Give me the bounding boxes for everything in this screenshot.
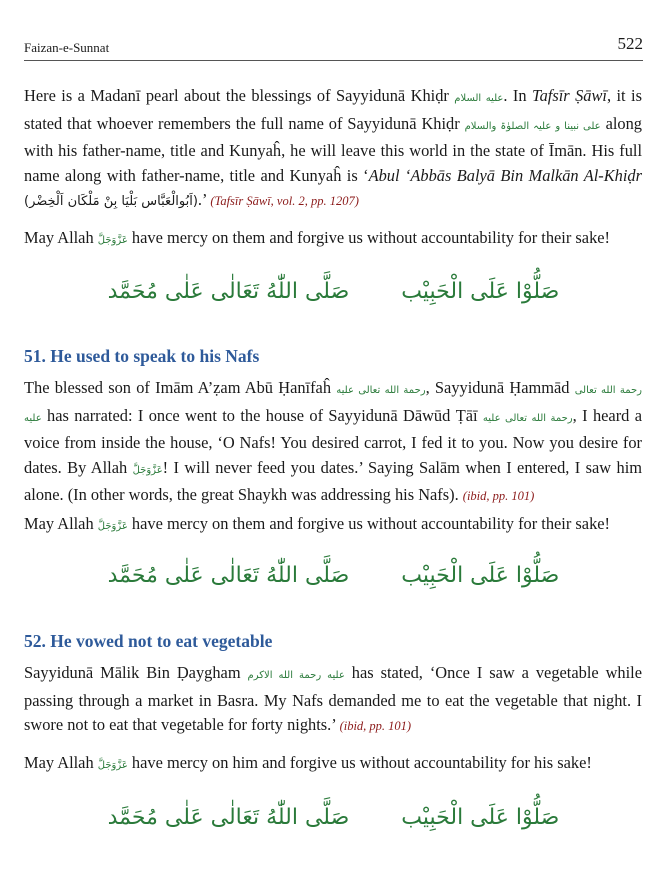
body-text: The blessed son of Imām A’ẓam Abū Ḥanīfaĥ [24,378,337,397]
intro-text: along with his father-name, title and Kunyaĥ, he will leave this world in the state of Īmān. His full name along with father-name, title and Kunyaĥ is ‘ [24,113,642,185]
salawat-right: صَلُّوْا عَلَی الْحَبِیْب [401,805,560,830]
salawat-left: صَلَّی اللّٰهُ تَعَالٰی عَلٰی مُحَمَّد [107,805,350,830]
salawat-line-3 [0,805,667,830]
page-number: 522 [617,34,643,53]
mercy-text: have mercy on them and forgive us without accountability for their sake! [127,228,610,247]
tafsir-title: Tafsīr Ṣāwī [531,86,607,105]
salawat-right: صَلُّوْا عَلَی الْحَبِیْب [401,563,560,588]
mercy-paragraph [24,226,642,254]
mercy-line-2 [24,512,642,540]
salawat-left: صَلَّی اللّٰهُ تَعَالٰی عَلٰی مُحَمَّد [107,279,350,304]
honorific-azza-wa-jal: عَزَّوَجَلَّ [97,235,128,246]
honorific-rahmatullah: رحمة الله تعالی عليه [336,385,426,396]
arabic-full-name: (اَبُوالْعَبَّاس بَلْيَا بِنْ مَلْكَان اَلْخِضْر) [24,194,198,210]
honorific-rahmatullah: رحمة الله تعالی عليه [24,385,643,424]
salawat-line-1 [0,279,667,304]
mercy-line-1 [24,226,642,254]
section-51-paragraph [24,376,642,509]
honorific-azza-wa-jal: عَزَّوَجَلَّ [97,521,128,532]
honorific-azza-wa-jal: عَزَّوَجَلَّ [132,464,163,476]
honorific-azza-wa-jal: عَزَّوَجَلَّ [97,760,128,771]
honorific-combined: علی نبینا و علیہ الصلوٰۃ والسلام [464,120,601,132]
body-text: has narrated: I once went to the house of Sayyidunā Dāwūd Ṭāī [41,405,483,425]
intro-text: .’ [197,190,211,210]
intro-text: Here is a Madanī pearl about the blessings of Sayyidunā Khiḍr [24,86,455,105]
salawat-left: صَلَّی اللّٰهُ تَعَالٰی عَلٰی مُحَمَّد [107,563,350,588]
mercy-text: have mercy on them and forgive us without accountability for their sake! [127,514,610,533]
salawat-right: صَلُّوْا عَلَی الْحَبِیْب [401,279,560,304]
mercy-paragraph [24,751,642,779]
page-header [24,34,643,61]
section-51-heading: 51. He used to speak to his Nafs [24,346,260,366]
section-52-body [24,661,642,739]
section-51-body [24,376,642,509]
section-52-paragraph [24,661,642,739]
khidr-full-name: Abul ‘Abbās Balyā Bin Malkān Al-Khiḍr [368,165,642,185]
mercy-text: have mercy on him and forgive us without accountability for his sake! [127,753,592,772]
reference: (ibid, pp. 101) [462,489,535,504]
mercy-text: May Allah [24,514,98,533]
body-text: , I heard a voice from inside the house, ‘O Nafs! You desired carrot, I fed it to you. Now you desire for dates. By Allah [24,405,642,477]
intro-block [24,84,642,215]
body-text: , Sayyidunā Ḥammād [425,378,575,397]
section-52-heading: 52. He vowed not to eat vegetable [24,631,273,651]
mercy-line-3 [24,751,642,779]
honorific-malik: عليه رحمة الله الاکرم [247,670,345,681]
book-title: Faizan-e-Sunnat [24,40,110,55]
reference: (ibid, pp. 101) [339,719,412,734]
salawat-line-2 [0,563,667,588]
intro-text: . In [503,86,532,105]
body-text: ! I will never feed you dates.’ Saying Salām when I entered, I saw him alone. (In other words, the great Shaykh was addressing his Nafs). [24,457,642,505]
body-text: has stated, ‘Once I saw a vegetable while passing through a market in Basra. My Nafs demanded me to eat the vegetable that night. I swore not to eat that vegetable for forty nights.’ [24,663,642,735]
mercy-text: May Allah [24,753,98,772]
mercy-paragraph [24,512,642,540]
intro-paragraph [24,84,642,215]
intro-text: , it is stated that whoever remembers the full name of Sayyidunā Khiḍr [24,86,642,133]
honorific-rahmatullah: رحمة الله تعالی عليه [482,412,573,424]
reference: (Tafsīr Ṣāwī, vol. 2, pp. 1207) [210,194,359,209]
mercy-text: May Allah [24,228,98,247]
body-text: Sayyidunā Mālik Bin Ḍaygham [24,663,248,682]
honorific-alayhis-salam: عليه السلام [454,93,504,104]
